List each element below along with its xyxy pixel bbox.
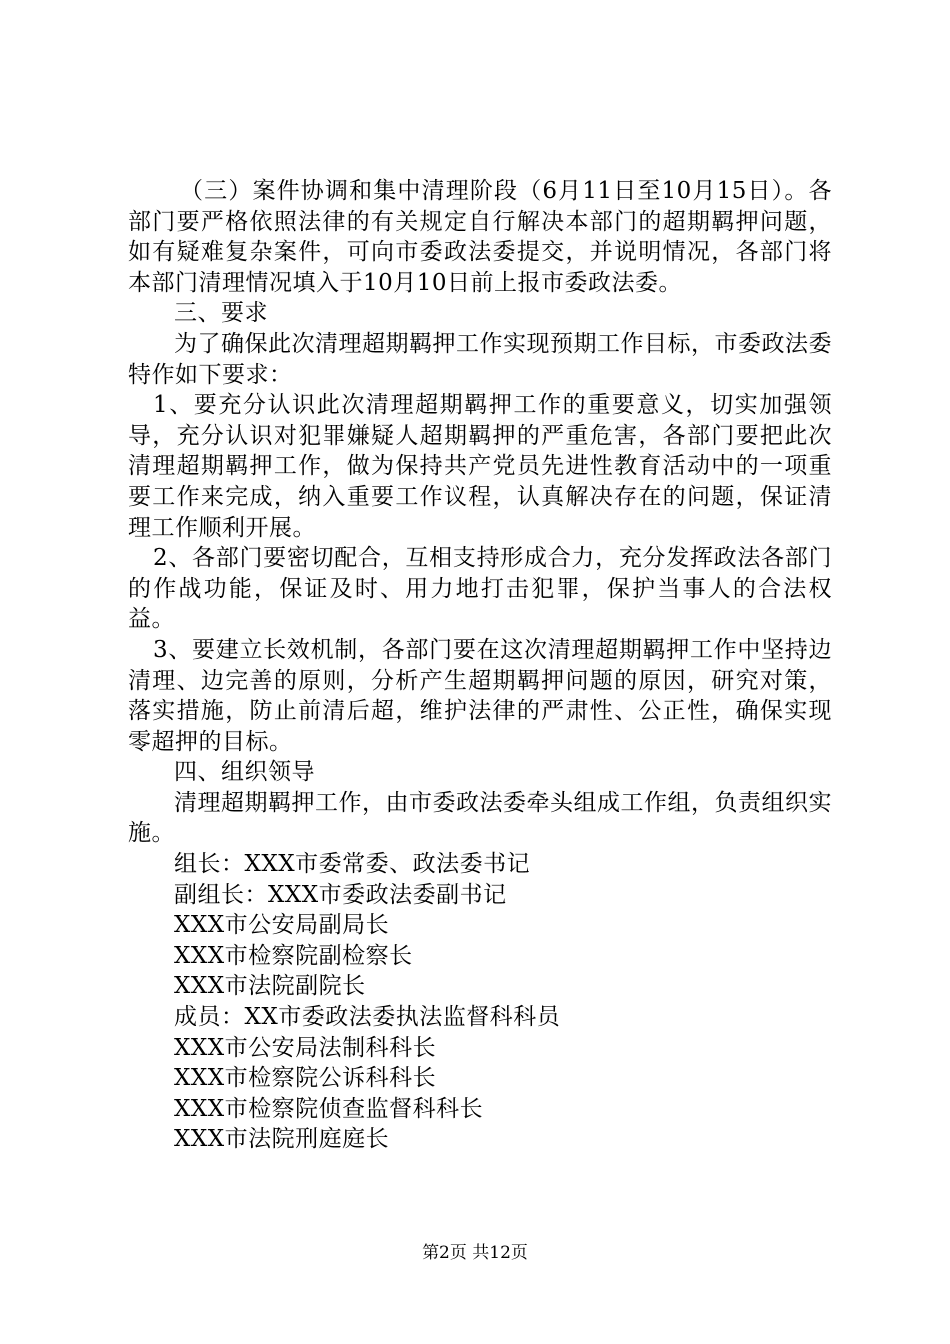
paragraph-requirement-2: 2、各部门要密切配合，互相支持形成合力，充分发挥政法各部门的作战功能，保证及时、用力地打击犯罪，保护当事人的合法权益。 [128,545,832,633]
paragraph-organization-intro: 清理超期羁押工作，由市委政法委牵头组成工作组，负责组织实施。 [128,789,832,847]
paragraph-requirements-intro: 为了确保此次清理超期羁押工作实现预期工作目标，市委政法委特作如下要求： [128,330,832,388]
heading-organization: 四、组织领导 [174,759,315,786]
list-item-procuratorate: XXX市检察院副检察长 [174,942,413,969]
list-item-members: 成员：XX市委政法委执法监督科科员 [174,1004,561,1031]
heading-requirements: 三、要求 [174,300,268,327]
paragraph-stage-three: （三）案件协调和集中清理阶段（6月11日至10月15日）。各部门要严格依照法律的有关规定自行解决本部门的超期羁押问题，如有疑难复杂案件，可向市委政法委提交，并说明情况，各部门将本部门清理情况填入于10月10日前上报市委政法委。 [128,178,832,296]
list-item-leader: 组长：XXX市委常委、政法委书记 [174,851,531,878]
list-item-public-security: XXX市公安局副局长 [174,912,390,939]
list-item-criminal-court: XXX市法院刑庭庭长 [174,1126,390,1153]
page-number-footer: 第2页 共12页 [422,1243,528,1263]
list-item-prosecution-section: XXX市检察院公诉科科长 [174,1065,437,1092]
paragraph-requirement-3: 3、要建立长效机制，各部门要在这次清理超期羁押工作中坚持边清理、边完善的原则，分析产生超期羁押问题的原因，研究对策，落实措施，防止前清后超，维护法律的严肃性、公正性，确保实现零超押的目标。 [128,636,832,755]
list-item-deputy-leader: 副组长：XXX市委政法委副书记 [174,881,507,908]
list-item-investigation-section: XXX市检察院侦查监督科科长 [174,1095,484,1122]
list-item-legal-section: XXX市公安局法制科科长 [174,1034,437,1061]
paragraph-requirement-1: 1、要充分认识此次清理超期羁押工作的重要意义，切实加强领导，充分认识对犯罪嫌疑人超期羁押的严重危害，各部门要把此次清理超期羁押工作，做为保持共产党员先进性教育活动中的一项重要工作来完成，纳入重要工作议程，认真解决存在的问题，保证清理工作顺利开展。 [128,392,832,541]
list-item-court: XXX市法院副院长 [174,973,366,1000]
document-body [128,176,832,1155]
